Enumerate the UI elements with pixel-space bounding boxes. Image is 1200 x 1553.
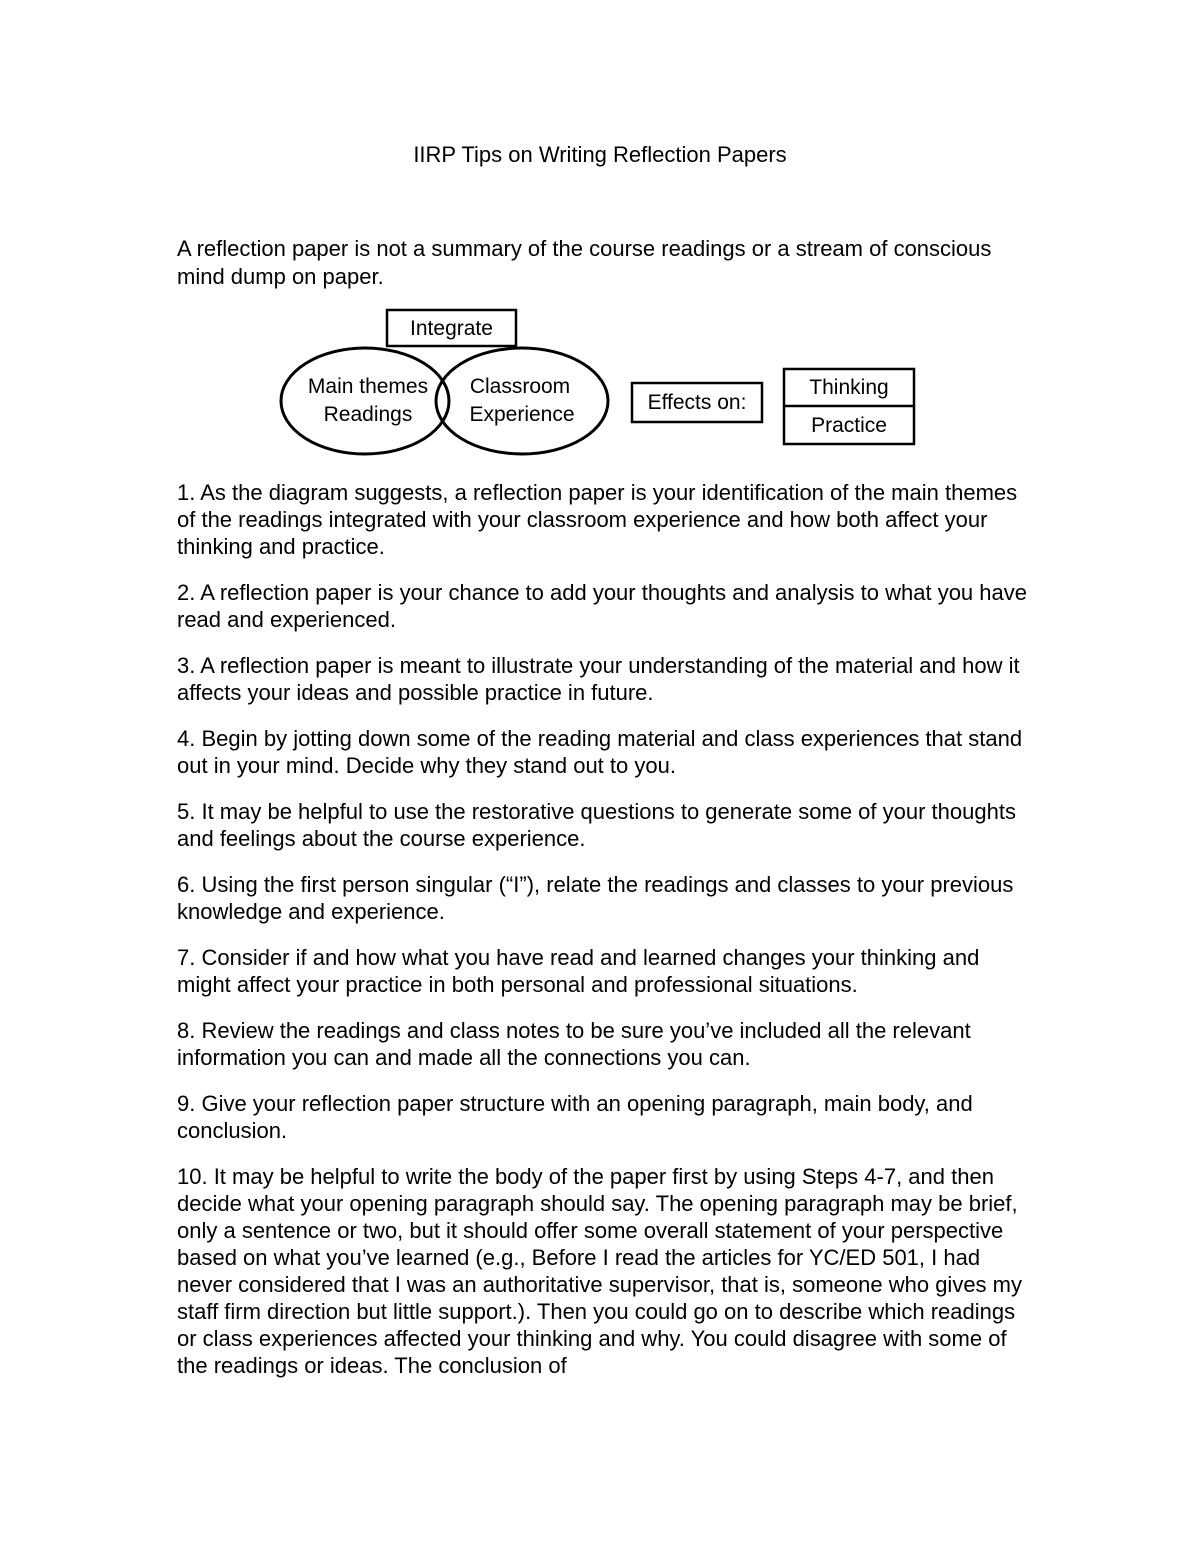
thinking-label: Thinking — [809, 376, 889, 399]
main-themes-line2: Readings — [323, 403, 413, 426]
tip-item-7: 7. Consider if and how what you have read and learned changes your thinking and might affect your practice in both personal and professional situations. — [177, 945, 980, 997]
tip-item-8: 8. Review the readings and class notes to be sure you’ve included all the relevant information you can and made all the connections you can. — [177, 1018, 971, 1070]
effects-label: Effects on: — [647, 391, 747, 414]
classroom-circle — [436, 348, 608, 454]
tip-item-9: 9. Give your reflection paper structure with an opening paragraph, main body, and conclusion. — [177, 1091, 973, 1143]
main-themes-line1: Main themes — [307, 375, 429, 398]
integrate-label: Integrate — [410, 317, 493, 340]
practice-label: Practice — [811, 414, 887, 437]
reflection-diagram — [0, 0, 1200, 470]
tip-item-10: 10. It may be helpful to write the body of the paper first by using Steps 4-7, and then decide what your opening paragraph should say. The opening paragraph may be brief, only a sentence or two, but it should offer some overall statement of your perspective based on what you’ve learned (e.g., Before I read the articles for YC/ED 501, I had never considered that I was an authoritative supervisor, that is, someone who gives my staff firm direction but little support.). Then you could go on to describe which readings or class experiences affected your thinking and why. You could disagree with some of the readings or ideas. The conclusion of — [177, 1164, 1022, 1378]
tip-item-2: 2. A reflection paper is your chance to add your thoughts and analysis to what you have read and experienced. — [177, 580, 1027, 632]
main-themes-circle — [281, 348, 449, 454]
tip-item-1: 1. As the diagram suggests, a reflection paper is your identification of the main themes of the readings integrated with your classroom experience and how both affect your thinking and practice. — [177, 480, 1018, 559]
intro-paragraph: A reflection paper is not a summary of the course readings or a stream of conscious mind dump on paper. — [177, 236, 992, 289]
tips-list — [177, 479, 1037, 1398]
tip-item-5: 5. It may be helpful to use the restorative questions to generate some of your thoughts and feelings about the course experience. — [177, 799, 1016, 851]
tip-item-3: 3. A reflection paper is meant to illustrate your understanding of the material and how it affects your ideas and possible practice in future. — [177, 653, 1020, 705]
classroom-line2: Experience — [469, 403, 575, 426]
tip-item-6: 6. Using the first person singular (“I”), relate the readings and classes to your previous knowledge and experience. — [177, 872, 1014, 924]
tip-item-4: 4. Begin by jotting down some of the reading material and class experiences that stand out in your mind. Decide why they stand out to you. — [177, 726, 1023, 778]
page-title: IIRP Tips on Writing Reflection Papers — [413, 142, 787, 167]
classroom-line1: Classroom — [469, 375, 571, 398]
